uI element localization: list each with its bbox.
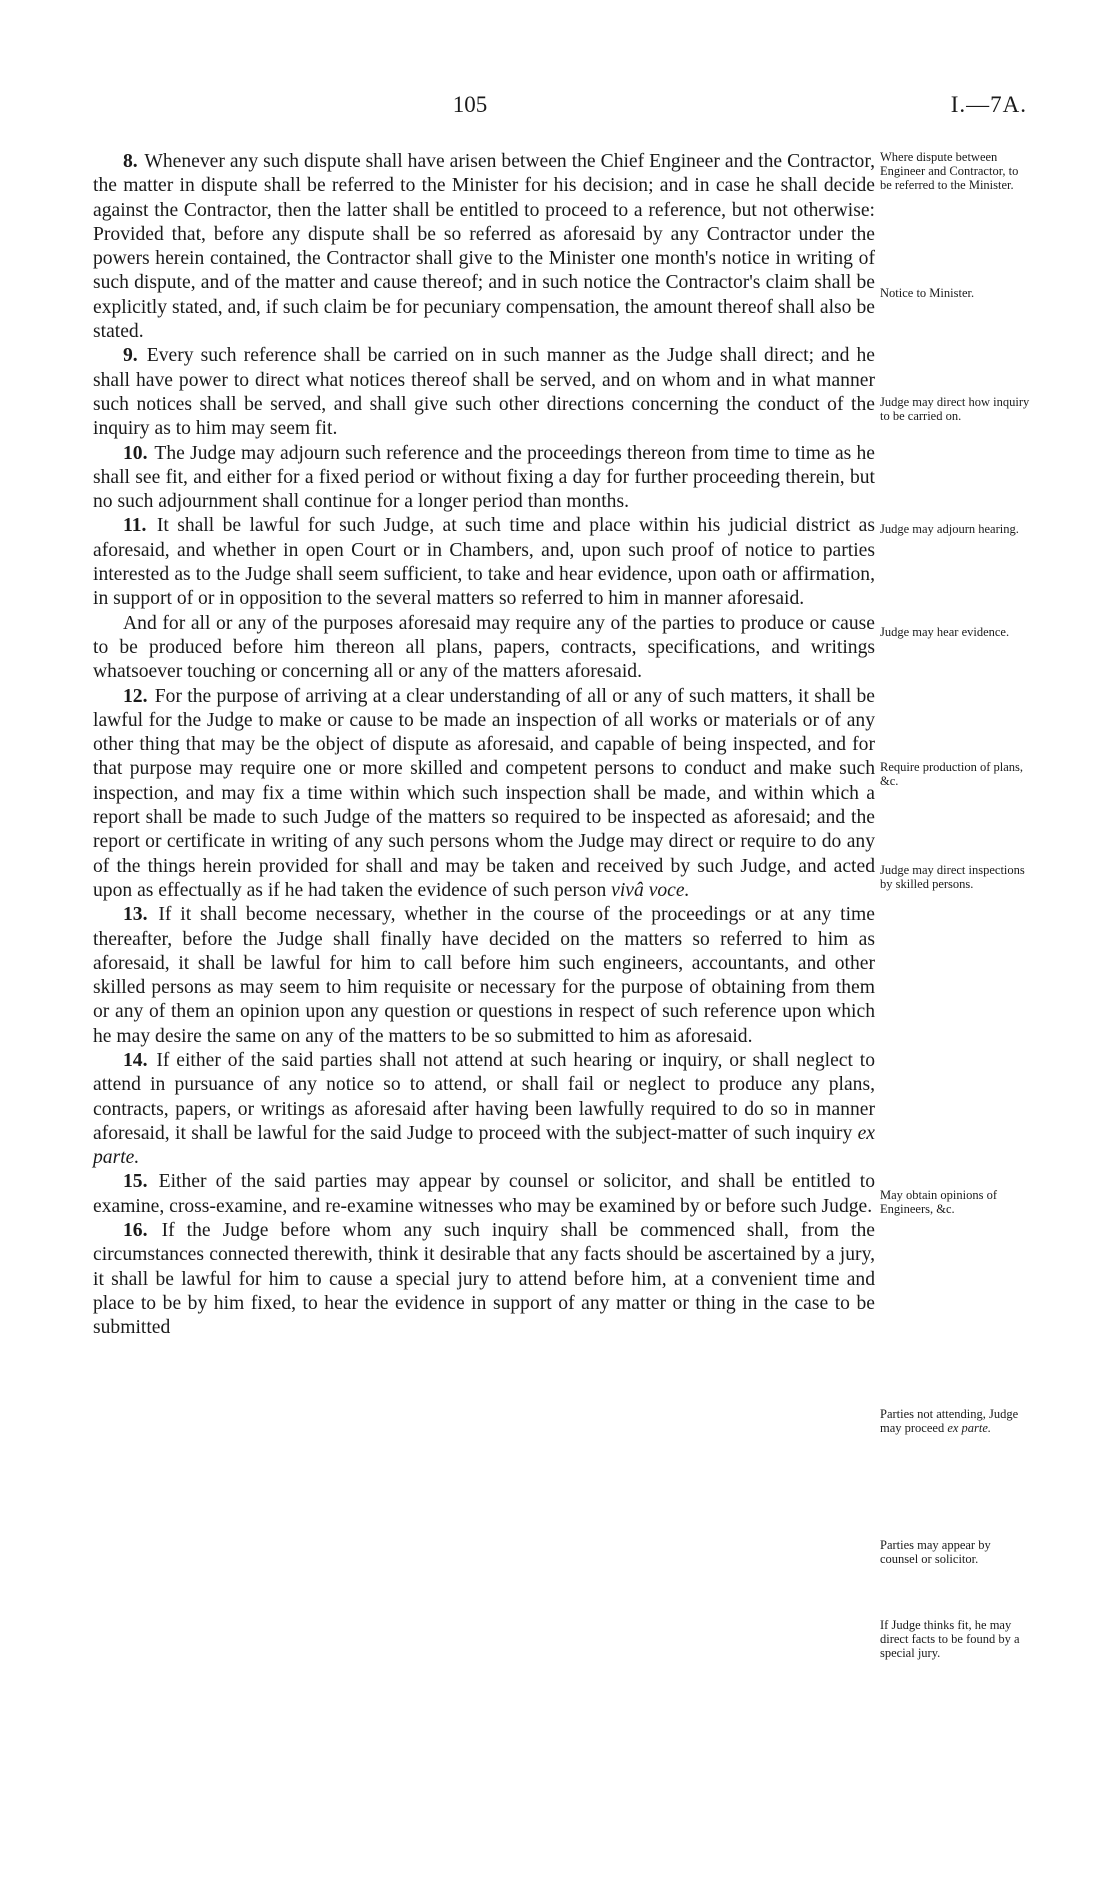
- clause-number: 11.: [123, 515, 147, 537]
- margin-note: Parties may appear by counsel or solicitor.: [880, 1538, 991, 1566]
- clause-14: [93, 1049, 875, 1170]
- clause-text: For the purpose of arriving at a clear understanding of all or any of such matters, it shall be lawful for the Judge to make or cause to be made an inspection of all works or materials or of any other thing that may be the object of dispute as aforesaid, and capable of being inspected, and for that purpose may require one or more skilled and competent persons to conduct and make such inspection, and may fix a time within which such inspection shall be made, and within which a report shall be made to such Judge of the matters so required to be inspected as aforesaid; and the report or certificate in writing of any such persons whom the Judge may direct or require to do any of the things herein provided for shall and may be taken and received by such Judge, and acted upon as effectually as if he had taken the evidence of such person: [93, 685, 875, 901]
- margin-note: Judge may direct inspections by skilled persons.: [880, 863, 1025, 891]
- margin-note-italic: ex parte.: [947, 1421, 992, 1435]
- clause-text: The Judge may adjourn such reference and the proceedings thereon from time to time as he shall see fit, and either for a fixed period or without fixing a day for further proceeding therein, but no such adjournment shall continue for a longer period than months.: [93, 442, 875, 513]
- clause-16: [93, 1219, 875, 1340]
- clause-italic-term: ex parte.: [93, 1122, 875, 1169]
- margin-note: [880, 1407, 1030, 1435]
- clause-text: And for all or any of the purposes aforesaid may require any of the parties to produce or cause to be produced before him thereon all plans, papers, contracts, specifications, and writings whatsoever touching or concerning all or any of the matters aforesaid.: [93, 612, 875, 683]
- clause-text: If the Judge before whom any such inquiry shall be commenced shall, from the circumstances connected therewith, think it desirable that any facts should be ascertained by a jury, it shall be lawful for him to cause a special jury to attend before him, at a convenient time and place to be by him fixed, to hear the evidence in support of any matter or thing in the case to be submitted: [93, 1220, 875, 1339]
- clause-10: [93, 442, 875, 515]
- margin-note: Judge may hear evidence.: [880, 625, 1010, 639]
- margin-note: If Judge thinks fit, he may direct facts to be found by a special jury.: [880, 1618, 1020, 1660]
- clause-number: 15.: [123, 1171, 148, 1193]
- clause-number: 13.: [123, 904, 148, 926]
- clause-text: If either of the said parties shall not attend at such hearing or inquiry, or shall neglect to attend in pursuance of any notice so to attend, or shall fail or neglect to produce any plans, contracts, papers, or writings as aforesaid after having been lawfully required to do so in manner aforesaid, it shall be lawful for the said Judge to proceed with the subject-matter of such inquiry: [93, 1049, 875, 1144]
- clause-text: Whenever any such dispute shall have arisen between the Chief Engineer and the Contractor, the matter in dispute shall be referred to the Minister for his decision; and in case he shall decide against the Contractor, then the latter shall be entitled to proceed to a reference, but not otherwise: Provided that, before any dispute shall be so referred as aforesaid by any Contractor under the powers herein contained, the Contractor shall give to the Minister one month's notice in writing of such dispute, and of the matter and cause thereof; and in such notice the Contractor's claim shall be explicitly stated, and, if such claim be for pecuniary compensation, the amount thereof shall also be stated.: [93, 151, 875, 343]
- clause-number: 12.: [123, 685, 148, 707]
- body-text: [93, 150, 875, 1341]
- clause-text: Either of the said parties may appear by counsel or solicitor, and shall be entitled to examine, cross-examine, and re-examine witnesses who may be examined by or before such Judge.: [93, 1171, 875, 1217]
- clause-15: [93, 1170, 875, 1219]
- clause-number: 10.: [123, 442, 148, 464]
- margin-note: May obtain opinions of Engineers, &c.: [880, 1188, 998, 1216]
- margin-note: Judge may adjourn hearing.: [880, 522, 1019, 536]
- margin-note-text: Parties not attending, Judge may proceed: [880, 1407, 1019, 1435]
- margin-note: Judge may direct how inquiry to be carried on.: [880, 395, 1030, 423]
- clause-number: 8.: [123, 151, 138, 172]
- margin-note: Require production of plans, &c.: [880, 760, 1024, 788]
- clause-11: [93, 514, 875, 611]
- document-reference: I.—7A.: [950, 92, 1027, 117]
- clause-13: [93, 903, 875, 1049]
- clause-number: 14.: [123, 1049, 148, 1071]
- clause-text: Every such reference shall be carried on in such manner as the Judge shall direct; and he shall have power to direct what notices thereof shall be served, and on whom and in what manner such notices shall be served, and shall give such other directions concerning the conduct of the inquiry as to him may seem fit.: [93, 345, 875, 440]
- margin-note: Notice to Minister.: [880, 286, 975, 300]
- page-number: 105: [452, 92, 488, 117]
- clause-8: [93, 150, 875, 344]
- clause-number: 9.: [123, 345, 138, 367]
- clause-number: 16.: [123, 1220, 148, 1242]
- clause-text: If it shall become necessary, whether in the course of the proceedings or at any time thereafter, before the Judge shall finally have decided on the matters so referred to him as aforesaid, it shall be lawful for him to call before him such engineers, accountants, and other skilled persons as may seem to him requisite or necessary for the purpose of obtaining from them or any of them an opinion upon any question or questions in respect of such reference upon which he may desire the same on any of the matters to be so submitted to him as aforesaid.: [93, 904, 875, 1047]
- clause-12: [93, 685, 875, 904]
- margin-note: Where dispute between Engineer and Contractor, to be referred to the Minister.: [880, 150, 1019, 192]
- clause-italic-term: vivâ voce.: [611, 879, 690, 901]
- clause-11-continuation: [93, 612, 875, 685]
- clause-9: [93, 344, 875, 441]
- clause-text: It shall be lawful for such Judge, at such time and place within his judicial district as aforesaid, and whether in open Court or in Chambers, and, upon such proof of notice to parties interested as to the Judge shall seem sufficient, to take and hear evidence, upon oath or affirmation, in support of or in opposition to the several matters so referred to him in manner aforesaid.: [93, 515, 876, 610]
- page-header: [0, 92, 1114, 122]
